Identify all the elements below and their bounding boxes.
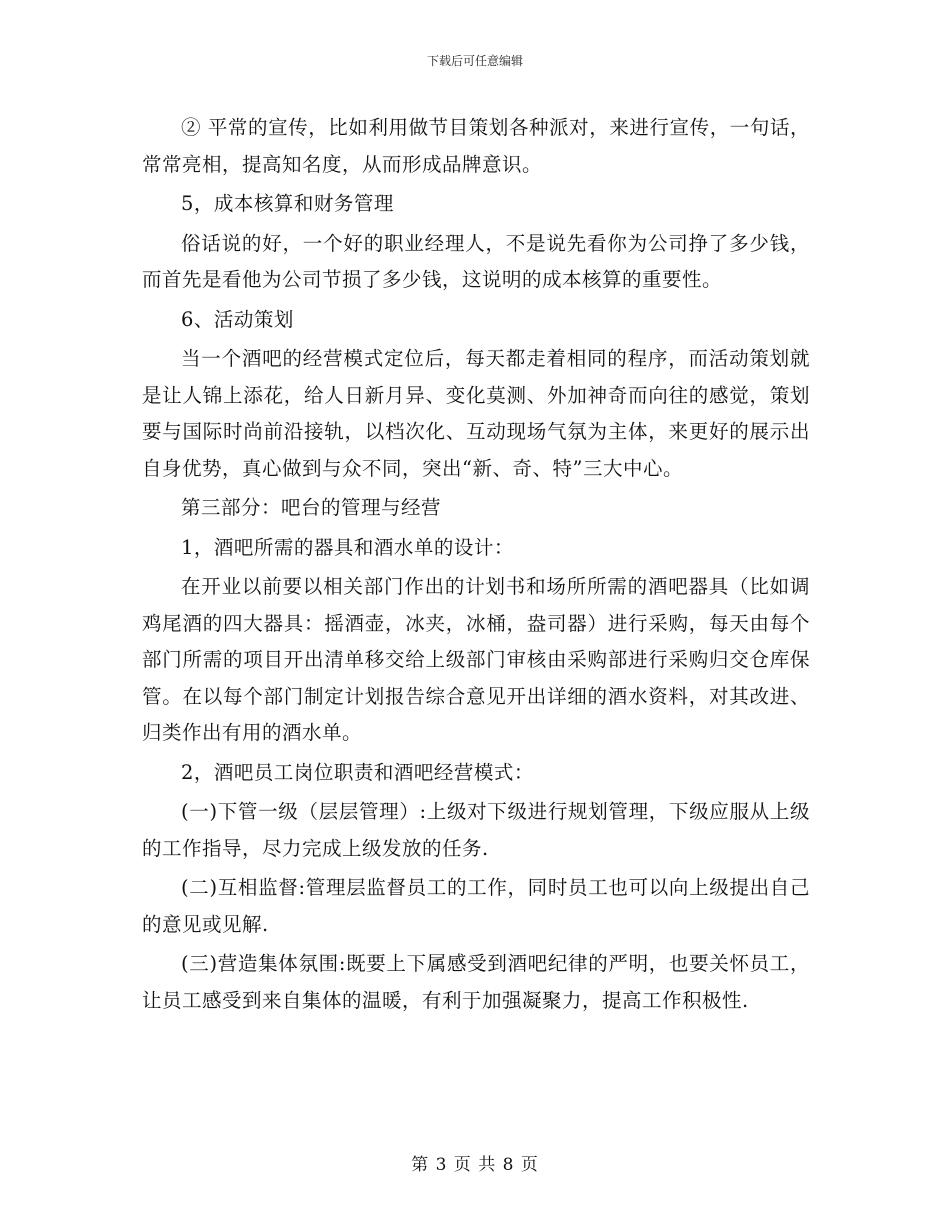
list-item: (三)营造集体氛围:既要上下属感受到酒吧纪律的严明，也要关怀员工，让员工感受到来自集体的温暖，有利于加强凝聚力，提高工作积极性. [142, 952, 810, 1012]
section-heading: 2，酒吧员工岗位职责和酒吧经营模式： [181, 760, 534, 784]
list-item: (二)互相监督:管理层监督员工的工作，同时员工也可以向上级提出自己的意见或见解. [142, 876, 810, 936]
page-number: 第 3 页 共 8 页 [411, 1155, 539, 1175]
paragraph: 在开业以前要以相关部门作出的计划书和场所所需的酒吧器具（比如调鸡尾酒的四大器具：摇酒壶，冰夹，冰桶，盎司器）进行采购，每天由每个部门所需的项目开出清单移交给上级部门审核由采购部进行采购归交仓库保管。在以每个部门制定计划报告综合意见开出详细的酒水资料，对其改进、归类作出有用的酒水单。 [142, 575, 810, 744]
list-item: (一)下管一级（层层管理）:上级对下级进行规划管理，下级应服从上级的工作指导，尽力完成上级发放的任务. [142, 800, 810, 860]
section-heading: 5，成本核算和财务管理 [181, 192, 394, 215]
paragraph: ② 平常的宣传，比如利用做节目策划各种派对，来进行宣传，一句话，常常亮相，提高知名度，从而形成品牌意识。 [142, 116, 810, 176]
section-heading: 6、活动策划 [181, 307, 294, 331]
part-heading: 第三部分：吧台的管理与经营 [181, 496, 442, 519]
paragraph: 俗话说的好，一个好的职业经理人，不是说先看你为公司挣了多少钱，而首先是看他为公司节损了多少钱，这说明的成本核算的重要性。 [142, 231, 810, 291]
paragraph: 当一个酒吧的经营模式定位后，每天都走着相同的程序，而活动策划就是让人锦上添花，给人日新月异、变化莫测、外加神奇而向往的感觉，策划要与国际时尚前沿接轨，以档次化、互动现场气氛为主体，来更好的展示出自身优势，真心做到与众不同，突出“新、奇、特”三大中心。 [142, 347, 810, 480]
section-heading: 1，酒吧所需的器具和酒水单的设计： [181, 535, 514, 559]
page-header-note: 下载后可任意编辑 [426, 54, 523, 68]
document-body [142, 110, 810, 1022]
